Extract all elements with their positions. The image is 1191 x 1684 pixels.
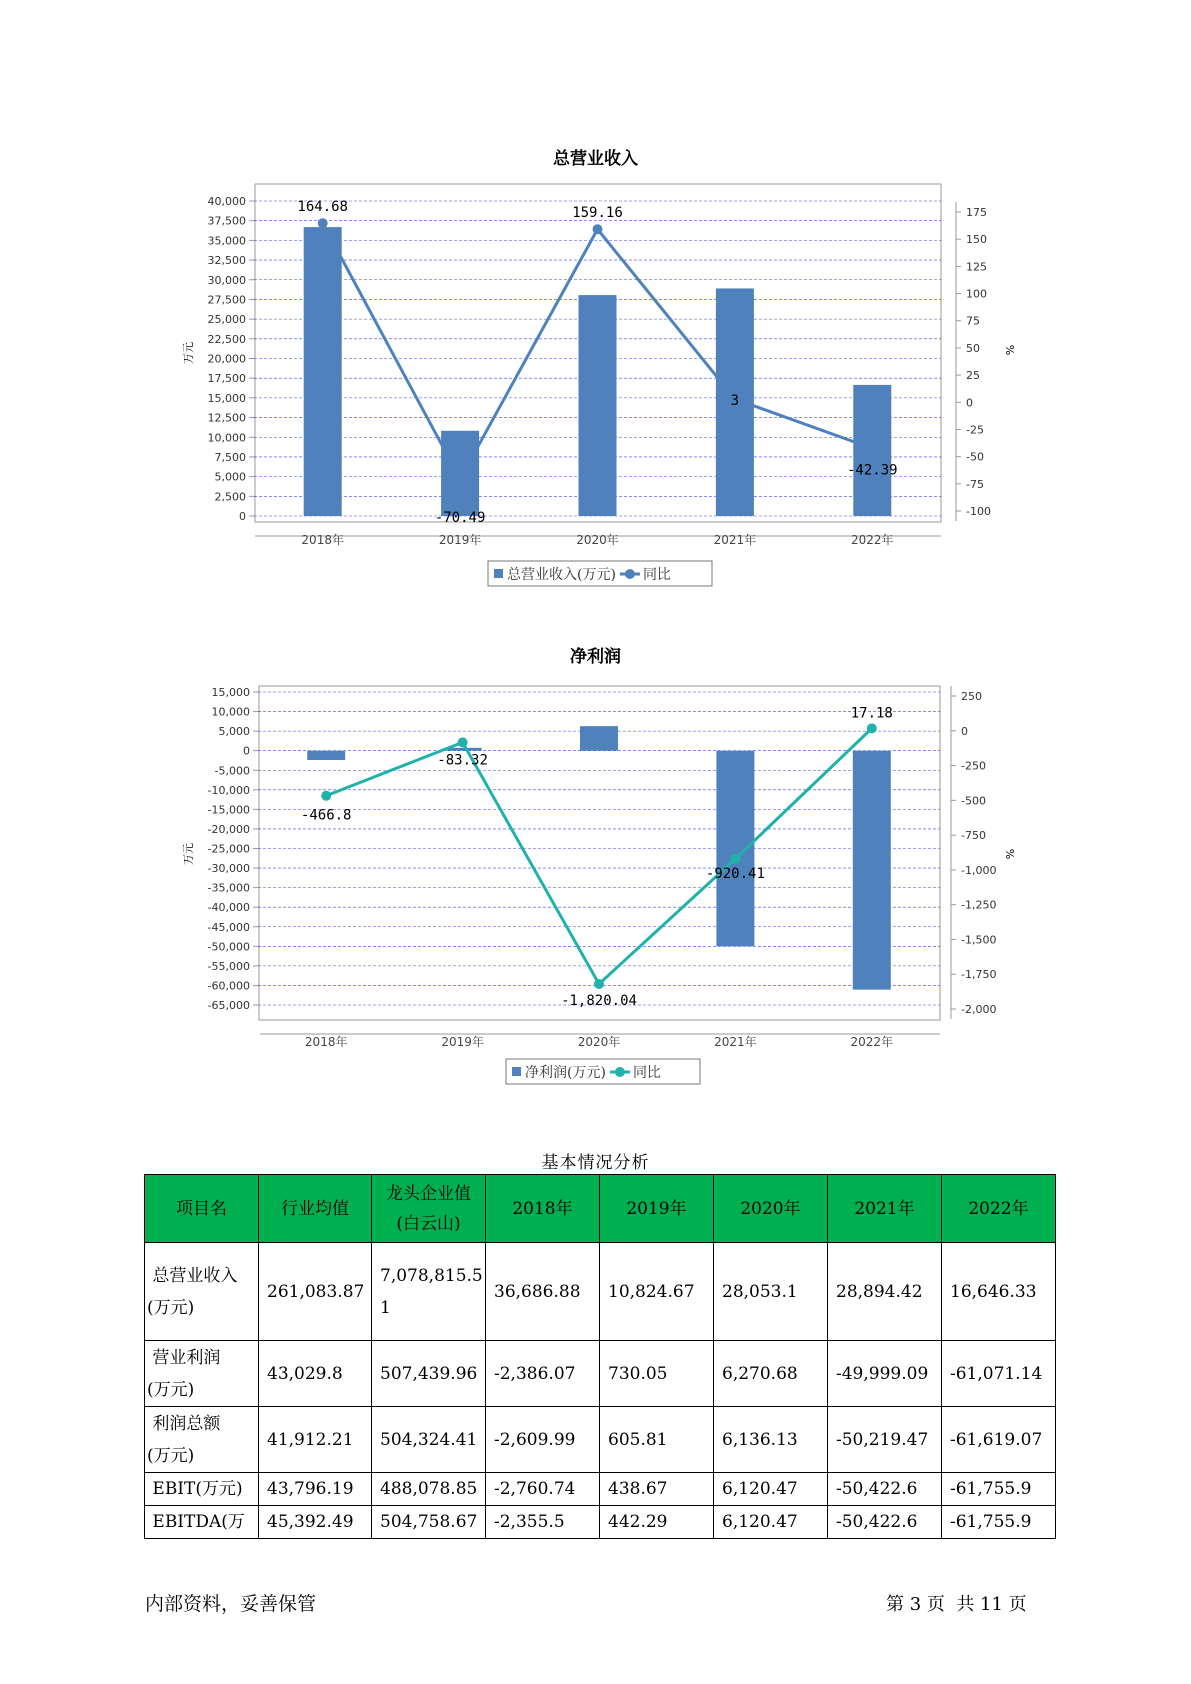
- table-header-row: [145, 1175, 1056, 1243]
- table-cell: -61,071.14: [942, 1341, 1056, 1407]
- table-cell: 10,824.67: [600, 1243, 714, 1341]
- table-cell: -2,355.5: [486, 1506, 600, 1539]
- table-row: [145, 1407, 1056, 1473]
- table-cell: -2,760.74: [486, 1473, 600, 1506]
- y-tick-label: -40,000: [207, 901, 250, 915]
- row-name: EBITDA(万: [145, 1506, 259, 1539]
- y2-tick-label: -1,500: [961, 933, 997, 947]
- header-cell: 2018年: [486, 1175, 600, 1243]
- header-cell: 行业均值: [259, 1175, 372, 1243]
- table-cell: 28,894.42: [828, 1243, 942, 1341]
- bar: [853, 751, 891, 990]
- table-cell: -61,755.9: [942, 1506, 1056, 1539]
- table-cell: 261,083.87: [259, 1243, 372, 1341]
- data-label: 17.18: [850, 705, 893, 722]
- y2-tick-label: -75: [966, 477, 984, 491]
- x-tick-label: 2022年: [851, 533, 894, 547]
- table-cell: -2,609.99: [486, 1407, 600, 1473]
- line-point: [458, 737, 468, 747]
- y2-tick-label: -100: [966, 505, 991, 518]
- x-tick-label: 2018年: [301, 533, 344, 547]
- y2-tick-label: 25: [966, 369, 980, 383]
- data-label: 3: [730, 393, 740, 410]
- table-cell: 730.05: [600, 1341, 714, 1407]
- data-label: 159.16: [572, 205, 623, 222]
- y2-tick-label: 0: [966, 396, 973, 410]
- y2-tick-label: -1,750: [961, 968, 997, 982]
- legend-bar-swatch: [512, 1067, 521, 1076]
- line-point: [730, 854, 740, 864]
- y2-tick-label: -2,000: [961, 1003, 997, 1016]
- y2-axis-title: %: [1004, 344, 1017, 356]
- table-row: [145, 1473, 1056, 1506]
- y-tick-label: 35,000: [207, 234, 246, 248]
- table-row: [145, 1243, 1056, 1341]
- table-cell: 6,270.68: [714, 1341, 828, 1407]
- y2-tick-label: 50: [966, 341, 980, 355]
- y-tick-label: 10,000: [207, 431, 246, 445]
- data-label: 164.68: [297, 199, 348, 216]
- y-tick-label: 12,500: [207, 411, 246, 425]
- bar: [716, 751, 754, 947]
- y2-tick-label: 125: [966, 260, 987, 274]
- table-cell: 442.29: [600, 1506, 714, 1539]
- y2-tick-label: 250: [961, 690, 982, 703]
- y-tick-label: -50,000: [207, 940, 250, 954]
- x-tick-label: 2019年: [438, 533, 482, 547]
- y-tick-label: 40,000: [207, 195, 246, 208]
- x-tick-label: 2021年: [714, 1035, 757, 1049]
- footer-page-number: 第 3 页 共 11 页: [886, 1594, 1027, 1615]
- y-tick-label: 27,500: [207, 293, 246, 307]
- y-tick-label: -45,000: [207, 920, 250, 934]
- y-tick-label: 22,500: [207, 332, 246, 346]
- y-tick-label: 20,000: [207, 352, 246, 366]
- table-cell: 504,324.41: [372, 1407, 486, 1473]
- table-cell: 6,120.47: [714, 1473, 828, 1506]
- legend-line-label: 同比: [642, 567, 671, 583]
- chart1-title: 总营业收入: [553, 149, 638, 169]
- table-cell: 43,029.8: [259, 1341, 372, 1407]
- y-tick-label: -65,000: [207, 999, 250, 1012]
- table-cell: 43,796.19: [259, 1473, 372, 1506]
- table-cell: 7,078,815.51: [372, 1243, 486, 1341]
- table-cell: 41,912.21: [259, 1407, 372, 1473]
- table-cell: 507,439.96: [372, 1341, 486, 1407]
- data-label: -1,820.04: [561, 992, 637, 1009]
- table-cell: 6,120.47: [714, 1506, 828, 1539]
- legend-line-dot: [625, 569, 635, 579]
- x-tick-label: 2022年: [850, 1035, 894, 1049]
- y-tick-label: -20,000: [207, 822, 250, 836]
- row-name: EBIT(万元): [145, 1473, 259, 1506]
- legend-line-dot: [615, 1067, 625, 1077]
- legend-bar-swatch: [494, 569, 503, 578]
- series-line: [326, 728, 872, 984]
- y2-tick-label: -1,250: [961, 898, 997, 912]
- bar: [580, 726, 618, 751]
- y2-tick-label: -250: [961, 759, 986, 773]
- y2-tick-label: -750: [961, 829, 986, 843]
- y-tick-label: 25,000: [207, 313, 246, 327]
- data-label: -920.41: [705, 865, 765, 882]
- table-cell: 605.81: [600, 1407, 714, 1473]
- header-cell: 2022年: [942, 1175, 1056, 1243]
- table-cell: 438.67: [600, 1473, 714, 1506]
- revenue-chart: [0, 170, 1191, 590]
- header-item-name: 项目名: [145, 1175, 259, 1243]
- table-row: [145, 1506, 1056, 1539]
- y-axis-title: 万元: [182, 342, 195, 364]
- table-title: 基本情况分析: [541, 1153, 650, 1173]
- y-tick-label: 32,500: [207, 254, 246, 268]
- header-cell: 2021年: [828, 1175, 942, 1243]
- header-cell: 龙头企业值 (白云山): [372, 1175, 486, 1243]
- data-label: -70.49: [434, 509, 486, 526]
- y-tick-label: 10,000: [211, 705, 250, 719]
- line-point: [455, 474, 465, 484]
- y-tick-label: 0: [243, 744, 250, 758]
- y2-tick-label: 75: [966, 314, 980, 328]
- table-cell: 488,078.85: [372, 1473, 486, 1506]
- footer-confidential: 内部资料，妥善保管: [145, 1593, 317, 1615]
- y-tick-label: 0: [239, 510, 246, 523]
- header-cell: 2020年: [714, 1175, 828, 1243]
- chart2-title: 净利润: [570, 647, 621, 667]
- row-name: 总营业收入 (万元): [145, 1243, 259, 1341]
- table-cell: 16,646.33: [942, 1243, 1056, 1341]
- y-tick-label: 5,000: [214, 470, 246, 484]
- y-tick-label: 5,000: [218, 725, 250, 739]
- y2-tick-label: 150: [966, 233, 987, 247]
- stats-table: [144, 1174, 1056, 1539]
- table-cell: -61,755.9: [942, 1473, 1056, 1506]
- table-cell: 6,136.13: [714, 1407, 828, 1473]
- line-point: [594, 979, 604, 989]
- data-label: -42.39: [847, 462, 898, 479]
- y-tick-label: 17,500: [207, 372, 246, 386]
- table-cell: -50,219.47: [828, 1407, 942, 1473]
- y-tick-label: 15,000: [211, 686, 250, 699]
- table-cell: -50,422.6: [828, 1506, 942, 1539]
- line-point: [321, 791, 331, 801]
- line-point: [318, 218, 328, 228]
- y2-tick-label: 0: [961, 724, 968, 738]
- data-label: -466.8: [300, 807, 352, 824]
- y-tick-label: 37,500: [207, 214, 246, 228]
- y2-axis-title: %: [1004, 848, 1017, 860]
- y-tick-label: -35,000: [207, 881, 250, 895]
- y2-tick-label: -500: [961, 794, 986, 808]
- data-label: -83.32: [437, 752, 488, 769]
- y-tick-label: -5,000: [214, 764, 250, 778]
- y2-tick-label: -25: [966, 423, 984, 437]
- y2-tick-label: -1,000: [961, 863, 997, 877]
- table-row: [145, 1341, 1056, 1407]
- y2-tick-label: -50: [966, 450, 984, 464]
- header-cell: 2019年: [600, 1175, 714, 1243]
- y-axis-title: 万元: [182, 843, 195, 865]
- y2-tick-label: 100: [966, 287, 987, 301]
- legend-bar-label: 净利润(万元): [525, 1065, 606, 1081]
- y-tick-label: -55,000: [207, 959, 250, 973]
- table-cell: 36,686.88: [486, 1243, 600, 1341]
- table-cell: -2,386.07: [486, 1341, 600, 1407]
- table-cell: 45,392.49: [259, 1506, 372, 1539]
- net-profit-chart: [0, 668, 1191, 1088]
- table-cell: 28,053.1: [714, 1243, 828, 1341]
- y-tick-label: -10,000: [207, 783, 250, 797]
- bar: [304, 227, 342, 516]
- y-tick-label: -30,000: [207, 862, 250, 876]
- x-tick-label: 2021年: [713, 533, 757, 547]
- x-tick-label: 2020年: [576, 533, 619, 547]
- legend-bar-label: 总营业收入(万元): [507, 567, 616, 583]
- line-point: [593, 224, 603, 234]
- y2-tick-label: 175: [966, 206, 987, 219]
- y-tick-label: 7,500: [214, 450, 246, 464]
- table-cell: -50,422.6: [828, 1473, 942, 1506]
- x-tick-label: 2020年: [577, 1035, 621, 1049]
- bar: [579, 295, 617, 516]
- line-point: [867, 723, 877, 733]
- legend-line-label: 同比: [632, 1065, 661, 1081]
- line-point: [867, 443, 877, 453]
- table-cell: -61,619.07: [942, 1407, 1056, 1473]
- y-tick-label: -60,000: [207, 979, 250, 993]
- y-tick-label: -15,000: [207, 803, 250, 817]
- row-name: 利润总额 (万元): [145, 1407, 259, 1473]
- row-name: 营业利润 (万元): [145, 1341, 259, 1407]
- y-tick-label: 15,000: [207, 391, 246, 405]
- table-cell: 504,758.67: [372, 1506, 486, 1539]
- y-tick-label: 30,000: [207, 273, 246, 287]
- x-tick-label: 2018年: [304, 1035, 348, 1049]
- table-cell: -49,999.09: [828, 1341, 942, 1407]
- y-tick-label: 2,500: [214, 490, 246, 504]
- bar: [307, 751, 345, 760]
- y-tick-label: -25,000: [207, 842, 250, 856]
- bar: [441, 431, 479, 516]
- x-tick-label: 2019年: [441, 1035, 484, 1049]
